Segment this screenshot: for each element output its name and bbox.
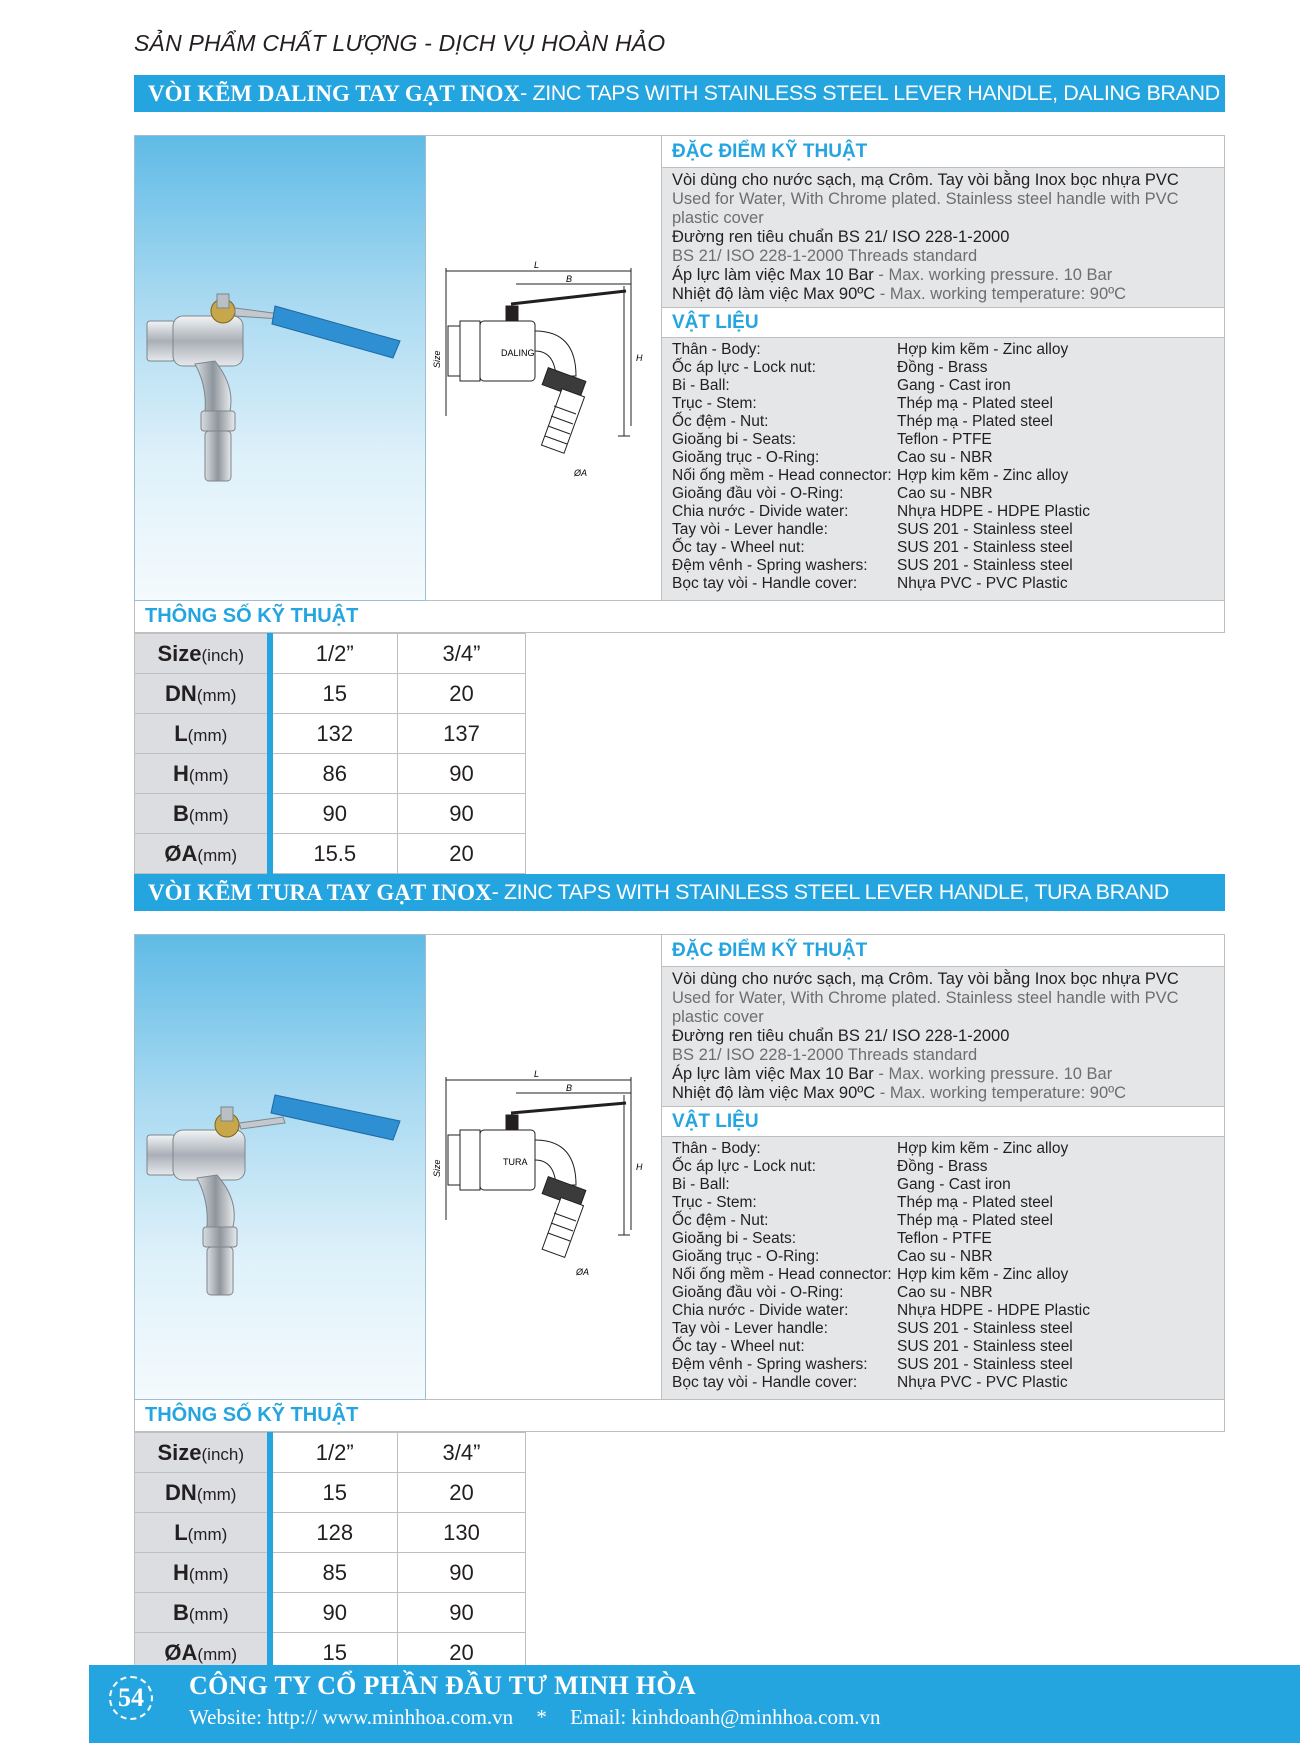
feature-temperature: Nhiệt độ làm việc Max 90ºC - Max. working temperature: 90ºC <box>672 285 1127 303</box>
contact-separator: * <box>536 1705 547 1729</box>
product-section-tura <box>134 874 1225 1673</box>
material-row: Gioăng bi - Seats: Teflon - PTFE <box>672 1230 992 1247</box>
material-row: Đệm vênh - Spring washers: SUS 201 - Stainless steel <box>672 1356 1073 1373</box>
product-photo <box>134 934 426 1400</box>
material-row: Gioăng đầu vòi - O-Ring: Cao su - NBR <box>672 1284 993 1301</box>
drawing-label-b: B <box>566 1083 573 1093</box>
product-info-row <box>134 135 1225 601</box>
product-info-row <box>134 934 1225 1400</box>
material-row: Bi - Ball: Gang - Cast iron <box>672 377 1011 394</box>
material-row: Ốc đệm - Nut: Thép mạ - Plated steel <box>672 413 1053 430</box>
materials-list <box>662 1137 1224 1392</box>
header-slogan: SẢN PHẨM CHẤT LƯỢNG - DỊCH VỤ HOÀN HẢO <box>134 30 666 56</box>
size-table <box>134 1432 526 1673</box>
drawing-label-size: Size <box>432 350 442 368</box>
product-title-vn: VÒI KẼM DALING TAY GẠT INOX <box>148 80 521 106</box>
technical-drawing <box>426 934 662 1400</box>
table-row: ØA(mm) 15.5 20 <box>135 834 526 874</box>
drawing-label-l: L <box>534 1069 540 1079</box>
table-row: B(mm) 90 90 <box>135 794 526 834</box>
tap-dimension-drawing <box>426 935 662 1401</box>
features-heading: ĐẶC ĐIỂM KỸ THUẬT <box>662 935 1224 967</box>
feature-1-vn: Vòi dùng cho nước sạch, mạ Crôm. Tay vòi bằng Inox bọc nhựa PVC <box>672 970 1179 988</box>
table-row: H(mm) 85 90 <box>135 1553 526 1593</box>
table-row: Size(inch) 1/2” 3/4” <box>135 1433 526 1473</box>
size-table <box>134 633 526 874</box>
feature-2-vn: Đường ren tiêu chuẩn BS 21/ ISO 228-1-2000 <box>672 228 1010 246</box>
material-row: Gioăng trục - O-Ring: Cao su - NBR <box>672 1248 993 1265</box>
material-row: Tay vòi - Lever handle: SUS 201 - Stainless steel <box>672 1320 1073 1337</box>
tech-spec-heading: THÔNG SỐ KỸ THUẬT <box>134 601 1225 633</box>
feature-1-en: Used for Water, With Chrome plated. Stainless steel handle with PVC plastic cover <box>672 989 1179 1026</box>
drawing-label-diameter: ØA <box>576 1267 590 1277</box>
material-row: Nối ống mềm - Head connector: Hợp kim kẽm - Zinc alloy <box>672 1266 1069 1283</box>
material-row: Bọc tay vòi - Handle cover: Nhựa PVC - PVC Plastic <box>672 1374 1068 1391</box>
email-link[interactable]: Email: kinhdoanh@minhhoa.com.vn <box>570 1705 881 1729</box>
feature-1-vn: Vòi dùng cho nước sạch, mạ Crôm. Tay vòi bằng Inox bọc nhựa PVC <box>672 171 1179 189</box>
feature-temperature: Nhiệt độ làm việc Max 90ºC - Max. working temperature: 90ºC <box>672 1084 1127 1102</box>
material-row: Ốc tay - Wheel nut: SUS 201 - Stainless steel <box>672 539 1073 556</box>
material-row: Tay vòi - Lever handle: SUS 201 - Stainless steel <box>672 521 1073 538</box>
page-number-badge: 54 <box>109 1676 153 1720</box>
contact-line <box>189 1705 899 1730</box>
website-link[interactable]: Website: http:// www.minhhoa.com.vn <box>189 1705 514 1729</box>
material-row: Gioăng bi - Seats: Teflon - PTFE <box>672 431 992 448</box>
feature-pressure: Áp lực làm việc Max 10 Bar - Max. working pressure. 10 Bar <box>672 266 1113 284</box>
technical-drawing <box>426 135 662 601</box>
drawing-label-b: B <box>566 274 573 284</box>
table-row: DN(mm) 15 20 <box>135 674 526 714</box>
table-row: H(mm) 86 90 <box>135 754 526 794</box>
drawing-label-l: L <box>534 260 540 270</box>
materials-heading: VẬT LIỆU <box>662 1106 1224 1137</box>
tap-dimension-drawing <box>426 136 662 602</box>
material-row: Chia nước - Divide water: Nhựa HDPE - HDPE Plastic <box>672 1302 1090 1319</box>
material-row: Ốc áp lực - Lock nut: Đồng - Brass <box>672 1158 988 1175</box>
feature-2-en: BS 21/ ISO 228-1-2000 Threads standard <box>672 247 978 265</box>
material-row: Nối ống mềm - Head connector: Hợp kim kẽm - Zinc alloy <box>672 467 1069 484</box>
drawing-label-diameter: ØA <box>574 468 588 478</box>
product-title-en: - ZINC TAPS WITH STAINLESS STEEL LEVER HANDLE, DALING BRAND <box>520 81 1220 105</box>
features-list <box>662 168 1224 304</box>
material-row: Gioăng trục - O-Ring: Cao su - NBR <box>672 449 993 466</box>
material-row: Ốc áp lực - Lock nut: Đồng - Brass <box>672 359 988 376</box>
table-row: ØA(mm) 15 20 <box>135 1633 526 1673</box>
spec-panel <box>662 934 1225 1400</box>
product-section-daling <box>134 75 1225 874</box>
table-row: Size(inch) 1/2” 3/4” <box>135 634 526 674</box>
table-row: B(mm) 90 90 <box>135 1593 526 1633</box>
material-row: Trục - Stem: Thép mạ - Plated steel <box>672 1194 1053 1211</box>
tap-photo-illustration <box>135 136 426 601</box>
table-row: L(mm) 132 137 <box>135 714 526 754</box>
table-row: DN(mm) 15 20 <box>135 1473 526 1513</box>
tech-spec-heading: THÔNG SỐ KỸ THUẬT <box>134 1400 1225 1432</box>
material-row: Trục - Stem: Thép mạ - Plated steel <box>672 395 1053 412</box>
features-list <box>662 967 1224 1103</box>
product-photo <box>134 135 426 601</box>
feature-2-vn: Đường ren tiêu chuẩn BS 21/ ISO 228-1-2000 <box>672 1027 1010 1045</box>
material-row: Thân - Body: Hợp kim kẽm - Zinc alloy <box>672 1140 1069 1157</box>
spec-panel <box>662 135 1225 601</box>
material-row: Gioăng đầu vòi - O-Ring: Cao su - NBR <box>672 485 993 502</box>
feature-1-en: Used for Water, With Chrome plated. Stainless steel handle with PVC plastic cover <box>672 190 1179 227</box>
feature-pressure: Áp lực làm việc Max 10 Bar - Max. working pressure. 10 Bar <box>672 1065 1113 1083</box>
material-row: Thân - Body: Hợp kim kẽm - Zinc alloy <box>672 341 1069 358</box>
drawing-brand-mark: DALING <box>501 348 535 358</box>
drawing-label-h: H <box>636 353 643 363</box>
product-title-vn: VÒI KẼM TURA TAY GẠT INOX <box>148 879 492 905</box>
material-row: Đệm vênh - Spring washers: SUS 201 - Stainless steel <box>672 557 1073 574</box>
drawing-brand-mark: TURA <box>503 1157 528 1167</box>
page-footer <box>89 1665 1300 1743</box>
product-title-bar <box>134 874 1225 911</box>
materials-heading: VẬT LIỆU <box>662 307 1224 338</box>
features-heading: ĐẶC ĐIỂM KỸ THUẬT <box>662 136 1224 168</box>
company-name: CÔNG TY CỔ PHẦN ĐẦU TƯ MINH HÒA <box>189 1671 696 1700</box>
material-row: Chia nước - Divide water: Nhựa HDPE - HDPE Plastic <box>672 503 1090 520</box>
drawing-label-size: Size <box>432 1159 442 1177</box>
feature-2-en: BS 21/ ISO 228-1-2000 Threads standard <box>672 1046 978 1064</box>
material-row: Bọc tay vòi - Handle cover: Nhựa PVC - PVC Plastic <box>672 575 1068 592</box>
material-row: Bi - Ball: Gang - Cast iron <box>672 1176 1011 1193</box>
tap-photo-illustration <box>135 935 426 1400</box>
material-row: Ốc đệm - Nut: Thép mạ - Plated steel <box>672 1212 1053 1229</box>
product-title-en: - ZINC TAPS WITH STAINLESS STEEL LEVER HANDLE, TURA BRAND <box>491 880 1169 904</box>
material-row: Ốc tay - Wheel nut: SUS 201 - Stainless steel <box>672 1338 1073 1355</box>
product-title-bar <box>134 75 1225 112</box>
drawing-label-h: H <box>636 1162 643 1172</box>
table-row: L(mm) 128 130 <box>135 1513 526 1553</box>
materials-list <box>662 338 1224 593</box>
